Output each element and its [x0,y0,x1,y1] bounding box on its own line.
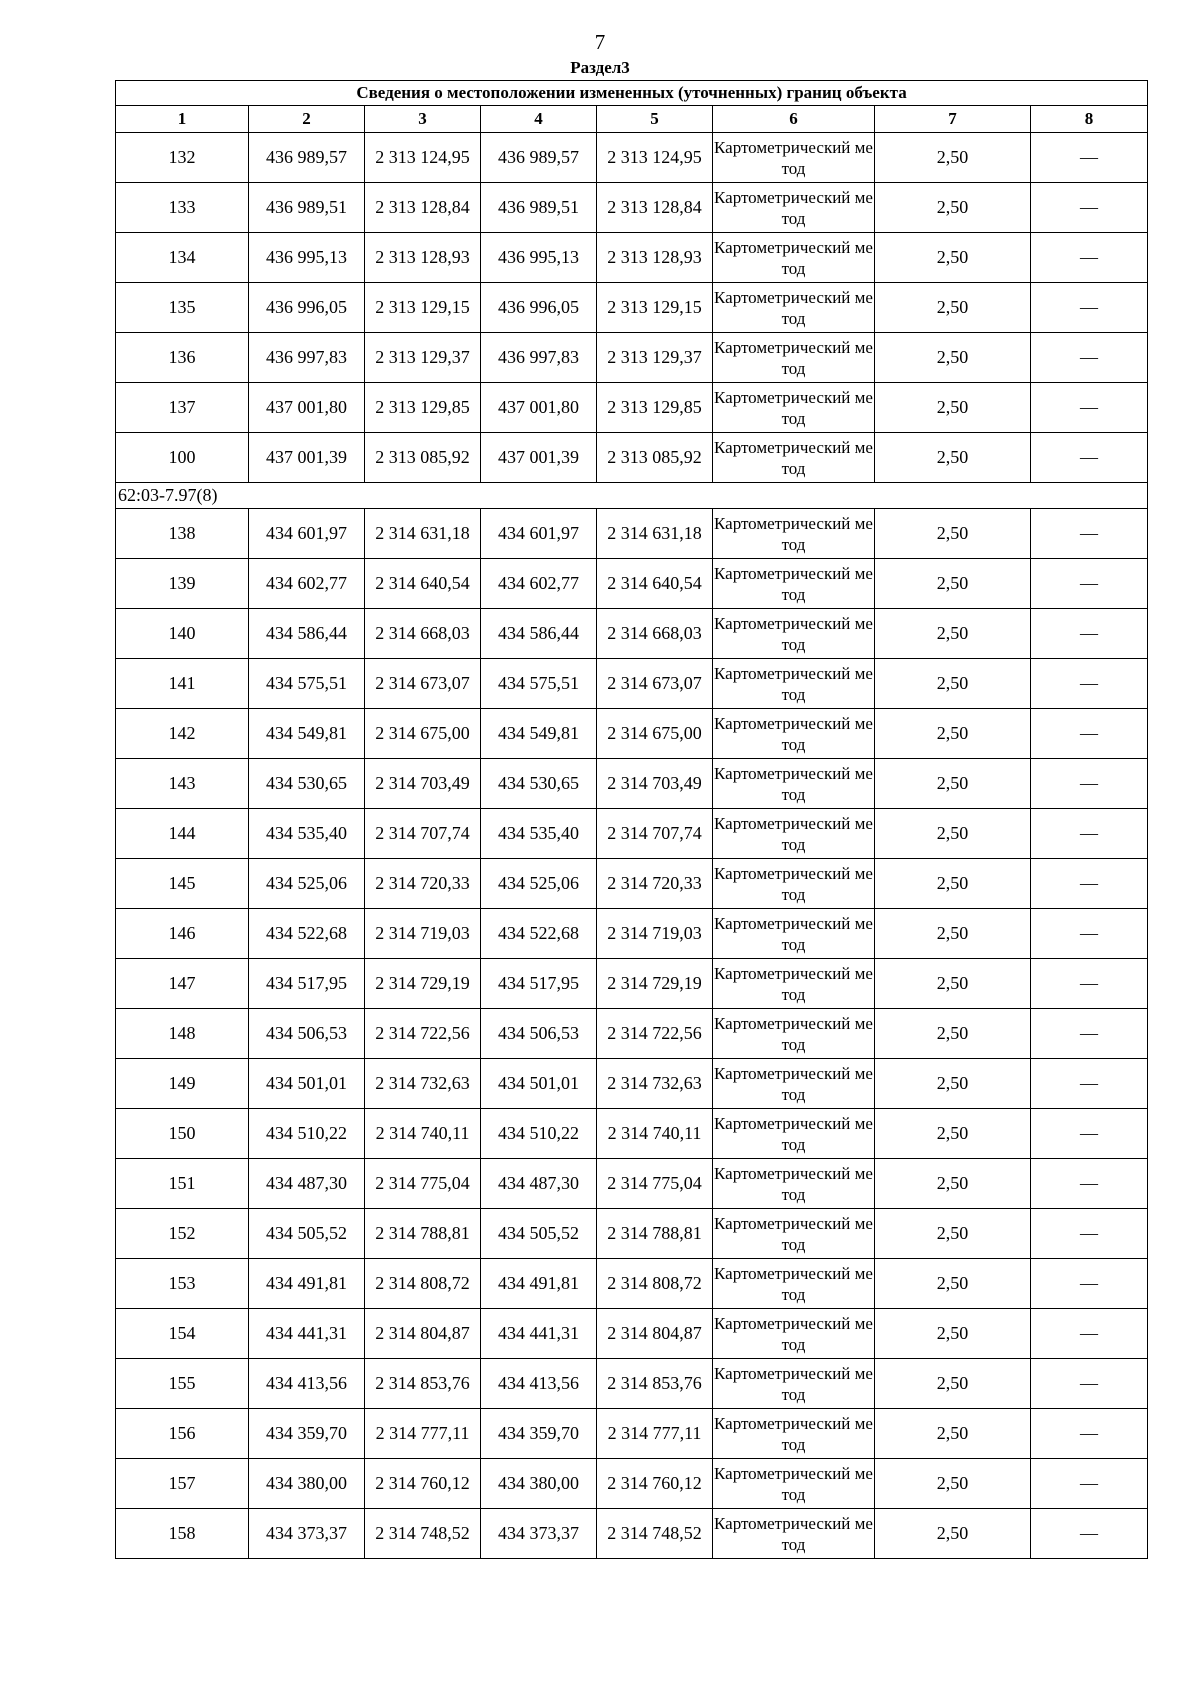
x-new-cell: 436 996,05 [481,283,597,333]
table-row [116,959,1148,1009]
point-number-cell: 140 [116,609,249,659]
table-row [116,183,1148,233]
x-existing-cell: 434 602,77 [249,559,365,609]
description-cell: — [1031,1059,1148,1109]
method-cell: Картометрический метод [713,1309,875,1359]
method-cell: Картометрический метод [713,283,875,333]
description-cell: — [1031,183,1148,233]
y-new-cell: 2 314 703,49 [597,759,713,809]
precision-cell: 2,50 [875,1109,1031,1159]
point-number-cell: 156 [116,1409,249,1459]
x-new-cell: 434 380,00 [481,1459,597,1509]
description-cell: — [1031,283,1148,333]
column-header: 1 [116,106,249,133]
x-existing-cell: 434 505,52 [249,1209,365,1259]
y-existing-cell: 2 313 128,84 [365,183,481,233]
table-row [116,1109,1148,1159]
description-cell: — [1031,909,1148,959]
precision-cell: 2,50 [875,1459,1031,1509]
description-cell: — [1031,659,1148,709]
description-cell: — [1031,1459,1148,1509]
precision-cell: 2,50 [875,433,1031,483]
point-number-cell: 136 [116,333,249,383]
method-cell: Картометрический метод [713,1009,875,1059]
precision-cell: 2,50 [875,709,1031,759]
x-existing-cell: 434 530,65 [249,759,365,809]
precision-cell: 2,50 [875,609,1031,659]
column-header: 7 [875,106,1031,133]
y-new-cell: 2 314 788,81 [597,1209,713,1259]
method-cell: Картометрический метод [713,509,875,559]
method-cell: Картометрический метод [713,333,875,383]
point-number-cell: 154 [116,1309,249,1359]
x-existing-cell: 434 522,68 [249,909,365,959]
x-new-cell: 434 441,31 [481,1309,597,1359]
x-existing-cell: 434 380,00 [249,1459,365,1509]
x-existing-cell: 434 413,56 [249,1359,365,1409]
method-cell: Картометрический метод [713,1259,875,1309]
description-cell: — [1031,383,1148,433]
y-existing-cell: 2 314 722,56 [365,1009,481,1059]
method-cell: Картометрический метод [713,709,875,759]
x-existing-cell: 434 487,30 [249,1159,365,1209]
method-cell: Картометрический метод [713,659,875,709]
table-row [116,1509,1148,1559]
method-cell: Картометрический метод [713,383,875,433]
point-number-cell: 150 [116,1109,249,1159]
description-cell: — [1031,1509,1148,1559]
x-existing-cell: 434 517,95 [249,959,365,1009]
table-row [116,1409,1148,1459]
method-cell: Картометрический метод [713,809,875,859]
precision-cell: 2,50 [875,233,1031,283]
table-row [116,759,1148,809]
y-existing-cell: 2 313 129,15 [365,283,481,333]
table-row [116,383,1148,433]
method-cell: Картометрический метод [713,1159,875,1209]
table-row [116,659,1148,709]
table-row [116,1359,1148,1409]
y-new-cell: 2 314 719,03 [597,909,713,959]
x-existing-cell: 434 535,40 [249,809,365,859]
y-new-cell: 2 314 748,52 [597,1509,713,1559]
y-existing-cell: 2 314 732,63 [365,1059,481,1109]
x-new-cell: 436 995,13 [481,233,597,283]
point-number-cell: 145 [116,859,249,909]
table-row [116,1159,1148,1209]
table-row [116,909,1148,959]
y-new-cell: 2 314 729,19 [597,959,713,1009]
y-new-cell: 2 313 129,85 [597,383,713,433]
y-new-cell: 2 314 760,12 [597,1459,713,1509]
point-number-cell: 157 [116,1459,249,1509]
x-new-cell: 434 575,51 [481,659,597,709]
y-existing-cell: 2 314 760,12 [365,1459,481,1509]
point-number-cell: 142 [116,709,249,759]
x-existing-cell: 434 510,22 [249,1109,365,1159]
x-new-cell: 436 989,57 [481,133,597,183]
y-existing-cell: 2 314 673,07 [365,659,481,709]
x-new-cell: 434 510,22 [481,1109,597,1159]
table-row [116,1309,1148,1359]
precision-cell: 2,50 [875,809,1031,859]
x-new-cell: 434 501,01 [481,1059,597,1109]
y-new-cell: 2 313 129,15 [597,283,713,333]
table-caption: Сведения о местоположении измененных (уточненных) границ объекта [116,81,1148,106]
y-new-cell: 2 314 740,11 [597,1109,713,1159]
method-cell: Картометрический метод [713,1359,875,1409]
x-new-cell: 434 491,81 [481,1259,597,1309]
precision-cell: 2,50 [875,659,1031,709]
y-existing-cell: 2 313 129,37 [365,333,481,383]
x-existing-cell: 434 491,81 [249,1259,365,1309]
x-existing-cell: 436 989,57 [249,133,365,183]
point-number-cell: 132 [116,133,249,183]
point-number-cell: 137 [116,383,249,433]
x-new-cell: 434 602,77 [481,559,597,609]
precision-cell: 2,50 [875,1209,1031,1259]
x-existing-cell: 436 995,13 [249,233,365,283]
y-existing-cell: 2 313 129,85 [365,383,481,433]
point-number-cell: 149 [116,1059,249,1109]
y-existing-cell: 2 314 707,74 [365,809,481,859]
precision-cell: 2,50 [875,1509,1031,1559]
x-new-cell: 434 530,65 [481,759,597,809]
column-header: 6 [713,106,875,133]
table-caption-row [116,81,1148,106]
y-existing-cell: 2 314 808,72 [365,1259,481,1309]
table-row [116,509,1148,559]
table-row [116,559,1148,609]
description-cell: — [1031,1309,1148,1359]
description-cell: — [1031,233,1148,283]
x-existing-cell: 434 501,01 [249,1059,365,1109]
precision-cell: 2,50 [875,183,1031,233]
precision-cell: 2,50 [875,559,1031,609]
method-cell: Картометрический метод [713,1209,875,1259]
point-number-cell: 147 [116,959,249,1009]
y-new-cell: 2 314 722,56 [597,1009,713,1059]
y-new-cell: 2 314 640,54 [597,559,713,609]
precision-cell: 2,50 [875,959,1031,1009]
method-cell: Картометрический метод [713,183,875,233]
y-new-cell: 2 314 707,74 [597,809,713,859]
x-existing-cell: 434 506,53 [249,1009,365,1059]
group-label: 62:03-7.97(8) [116,483,1148,509]
x-existing-cell: 436 996,05 [249,283,365,333]
method-cell: Картометрический метод [713,133,875,183]
y-existing-cell: 2 314 729,19 [365,959,481,1009]
y-new-cell: 2 313 124,95 [597,133,713,183]
table-row [116,709,1148,759]
y-existing-cell: 2 314 668,03 [365,609,481,659]
description-cell: — [1031,809,1148,859]
y-existing-cell: 2 313 124,95 [365,133,481,183]
x-new-cell: 437 001,39 [481,433,597,483]
column-header: 4 [481,106,597,133]
y-new-cell: 2 313 129,37 [597,333,713,383]
y-new-cell: 2 314 804,87 [597,1309,713,1359]
x-new-cell: 434 535,40 [481,809,597,859]
x-existing-cell: 436 989,51 [249,183,365,233]
method-cell: Картометрический метод [713,1109,875,1159]
y-new-cell: 2 314 675,00 [597,709,713,759]
y-new-cell: 2 314 808,72 [597,1259,713,1309]
y-existing-cell: 2 314 640,54 [365,559,481,609]
section-title: Раздел3 [570,58,630,77]
table-row [116,1259,1148,1309]
method-cell: Картометрический метод [713,909,875,959]
table-row [116,133,1148,183]
method-cell: Картометрический метод [713,559,875,609]
x-new-cell: 434 487,30 [481,1159,597,1209]
description-cell: — [1031,959,1148,1009]
description-cell: — [1031,709,1148,759]
table-row [116,1459,1148,1509]
coordinates-table [115,80,1148,1559]
x-existing-cell: 434 373,37 [249,1509,365,1559]
precision-cell: 2,50 [875,1259,1031,1309]
description-cell: — [1031,433,1148,483]
x-new-cell: 434 522,68 [481,909,597,959]
table-row [116,1209,1148,1259]
description-cell: — [1031,1259,1148,1309]
x-existing-cell: 436 997,83 [249,333,365,383]
description-cell: — [1031,859,1148,909]
point-number-cell: 138 [116,509,249,559]
y-existing-cell: 2 314 720,33 [365,859,481,909]
y-existing-cell: 2 313 128,93 [365,233,481,283]
y-new-cell: 2 314 673,07 [597,659,713,709]
description-cell: — [1031,759,1148,809]
point-number-cell: 134 [116,233,249,283]
column-header: 5 [597,106,713,133]
y-new-cell: 2 313 085,92 [597,433,713,483]
point-number-cell: 146 [116,909,249,959]
point-number-cell: 152 [116,1209,249,1259]
description-cell: — [1031,1109,1148,1159]
x-new-cell: 434 517,95 [481,959,597,1009]
method-cell: Картометрический метод [713,609,875,659]
point-number-cell: 144 [116,809,249,859]
x-new-cell: 434 601,97 [481,509,597,559]
point-number-cell: 151 [116,1159,249,1209]
description-cell: — [1031,133,1148,183]
table-row [116,233,1148,283]
method-cell: Картометрический метод [713,959,875,1009]
x-existing-cell: 434 601,97 [249,509,365,559]
y-existing-cell: 2 314 788,81 [365,1209,481,1259]
column-header: 2 [249,106,365,133]
precision-cell: 2,50 [875,333,1031,383]
column-header: 8 [1031,106,1148,133]
y-new-cell: 2 314 668,03 [597,609,713,659]
method-cell: Картометрический метод [713,1409,875,1459]
x-existing-cell: 434 525,06 [249,859,365,909]
precision-cell: 2,50 [875,1059,1031,1109]
x-new-cell: 434 506,53 [481,1009,597,1059]
x-existing-cell: 434 441,31 [249,1309,365,1359]
description-cell: — [1031,509,1148,559]
description-cell: — [1031,559,1148,609]
x-new-cell: 434 505,52 [481,1209,597,1259]
y-new-cell: 2 314 775,04 [597,1159,713,1209]
description-cell: — [1031,1009,1148,1059]
x-new-cell: 434 586,44 [481,609,597,659]
table-row [116,433,1148,483]
group-label-row [116,483,1148,509]
y-new-cell: 2 314 720,33 [597,859,713,909]
point-number-cell: 139 [116,559,249,609]
x-new-cell: 436 989,51 [481,183,597,233]
description-cell: — [1031,1359,1148,1409]
table-row [116,1059,1148,1109]
y-existing-cell: 2 314 703,49 [365,759,481,809]
y-new-cell: 2 314 631,18 [597,509,713,559]
y-existing-cell: 2 313 085,92 [365,433,481,483]
column-header: 3 [365,106,481,133]
point-number-cell: 135 [116,283,249,333]
point-number-cell: 100 [116,433,249,483]
y-new-cell: 2 313 128,84 [597,183,713,233]
point-number-cell: 133 [116,183,249,233]
description-cell: — [1031,1159,1148,1209]
table-header-row [116,106,1148,133]
precision-cell: 2,50 [875,909,1031,959]
x-new-cell: 434 549,81 [481,709,597,759]
method-cell: Картометрический метод [713,759,875,809]
x-existing-cell: 434 549,81 [249,709,365,759]
table-row [116,333,1148,383]
y-existing-cell: 2 314 775,04 [365,1159,481,1209]
x-existing-cell: 434 359,70 [249,1409,365,1459]
y-existing-cell: 2 314 777,11 [365,1409,481,1459]
x-new-cell: 436 997,83 [481,333,597,383]
method-cell: Картометрический метод [713,1509,875,1559]
table-row [116,809,1148,859]
x-existing-cell: 434 575,51 [249,659,365,709]
precision-cell: 2,50 [875,283,1031,333]
x-new-cell: 437 001,80 [481,383,597,433]
point-number-cell: 153 [116,1259,249,1309]
x-existing-cell: 437 001,80 [249,383,365,433]
y-existing-cell: 2 314 719,03 [365,909,481,959]
precision-cell: 2,50 [875,1309,1031,1359]
precision-cell: 2,50 [875,1009,1031,1059]
description-cell: — [1031,609,1148,659]
description-cell: — [1031,333,1148,383]
x-existing-cell: 434 586,44 [249,609,365,659]
table-row [116,1009,1148,1059]
description-cell: — [1031,1409,1148,1459]
method-cell: Картометрический метод [713,1459,875,1509]
table-row [116,609,1148,659]
method-cell: Картометрический метод [713,233,875,283]
precision-cell: 2,50 [875,509,1031,559]
y-existing-cell: 2 314 748,52 [365,1509,481,1559]
point-number-cell: 158 [116,1509,249,1559]
method-cell: Картометрический метод [713,1059,875,1109]
precision-cell: 2,50 [875,1409,1031,1459]
y-new-cell: 2 314 777,11 [597,1409,713,1459]
y-existing-cell: 2 314 631,18 [365,509,481,559]
method-cell: Картометрический метод [713,859,875,909]
y-existing-cell: 2 314 675,00 [365,709,481,759]
x-new-cell: 434 525,06 [481,859,597,909]
point-number-cell: 155 [116,1359,249,1409]
description-cell: — [1031,1209,1148,1259]
x-existing-cell: 437 001,39 [249,433,365,483]
x-new-cell: 434 359,70 [481,1409,597,1459]
precision-cell: 2,50 [875,759,1031,809]
y-new-cell: 2 314 853,76 [597,1359,713,1409]
y-existing-cell: 2 314 740,11 [365,1109,481,1159]
y-existing-cell: 2 314 853,76 [365,1359,481,1409]
point-number-cell: 143 [116,759,249,809]
precision-cell: 2,50 [875,133,1031,183]
point-number-cell: 148 [116,1009,249,1059]
precision-cell: 2,50 [875,1159,1031,1209]
precision-cell: 2,50 [875,859,1031,909]
method-cell: Картометрический метод [713,433,875,483]
x-new-cell: 434 413,56 [481,1359,597,1409]
y-existing-cell: 2 314 804,87 [365,1309,481,1359]
precision-cell: 2,50 [875,1359,1031,1409]
point-number-cell: 141 [116,659,249,709]
precision-cell: 2,50 [875,383,1031,433]
page-number: 7 [594,30,606,54]
table-row [116,859,1148,909]
table-row [116,283,1148,333]
y-new-cell: 2 313 128,93 [597,233,713,283]
y-new-cell: 2 314 732,63 [597,1059,713,1109]
x-new-cell: 434 373,37 [481,1509,597,1559]
